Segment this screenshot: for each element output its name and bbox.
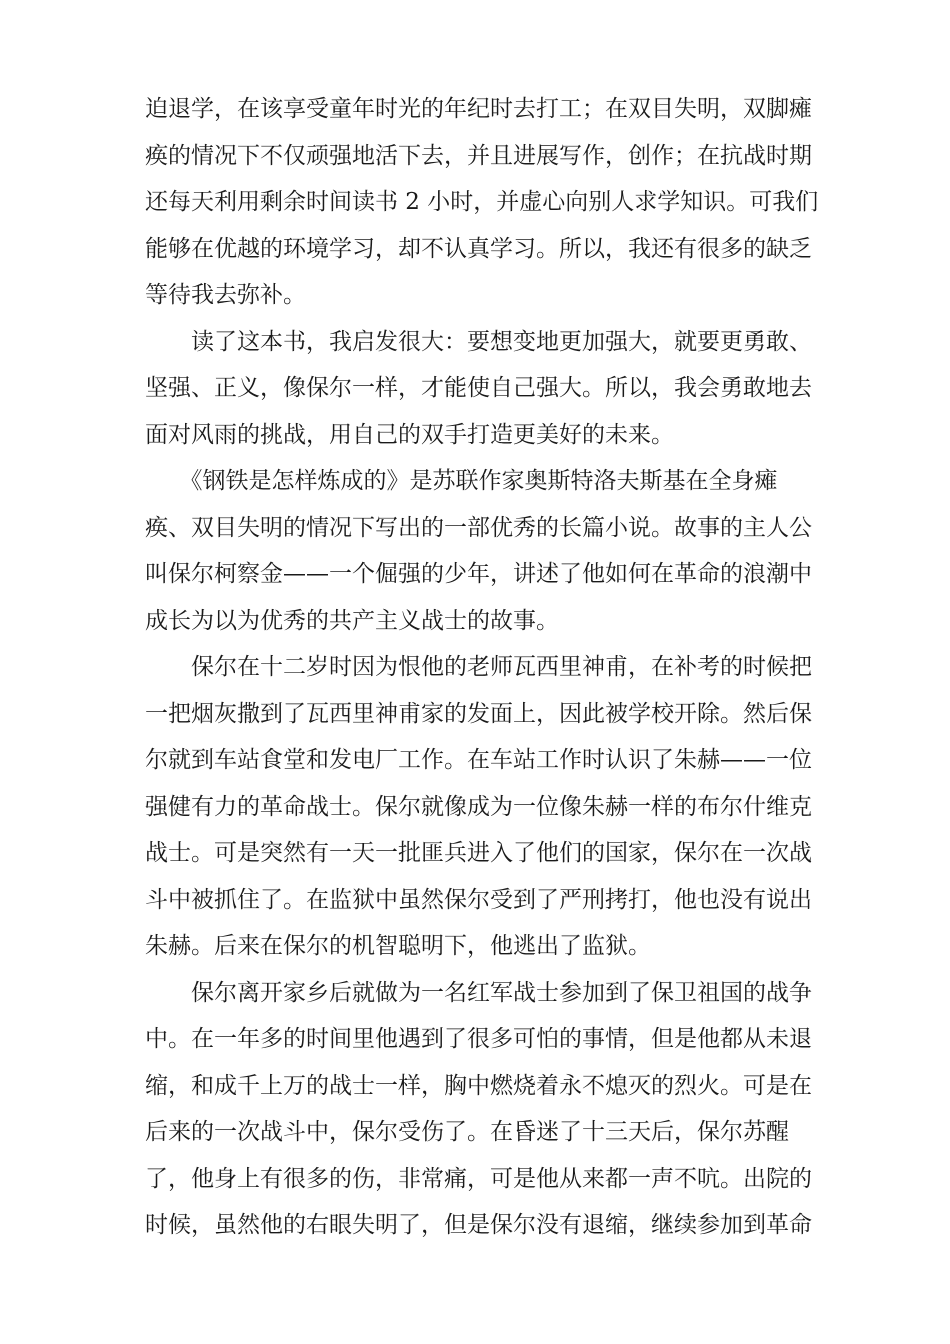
text-line: 时候，虽然他的右眼失明了，但是保尔没有退缩，继续参加到革命	[145, 1212, 812, 1238]
text-line: 读了这本书，我启发很大：要想变地更加强大，就要更勇敢、	[145, 328, 812, 355]
text-line: 《钢铁是怎样炼成的》是苏联作家奥斯特洛夫斯基在全身瘫	[145, 468, 778, 494]
text-line: 斗中被抓住了。在监狱中虽然保尔受到了严刑拷打，他也没有说出	[145, 886, 812, 913]
text-line: 能够在优越的环境学习，却不认真学习。所以，我还有很多的缺乏	[145, 235, 812, 262]
text-line: 痪、双目失明的情况下写出的一部优秀的长篇小说。故事的主人公	[145, 514, 812, 541]
text-line: 战士。可是突然有一天一批匪兵进入了他们的国家，保尔在一次战	[145, 840, 812, 866]
text-line: 叫保尔柯察金——一个倔强的少年，讲述了他如何在革命的浪潮中	[145, 561, 812, 587]
text-line: 等待我去弥补。	[145, 282, 306, 308]
document-body	[145, 86, 819, 1249]
text-line: 中。在一年多的时间里他遇到了很多可怕的事情，但是他都从未退	[145, 1026, 812, 1052]
text-line: 还每天利用剩余时间读书 2 小时，并虚心向别人求学知识。可我们	[145, 189, 819, 215]
text-line: 尔就到车站食堂和发电厂工作。在车站工作时认识了朱赫——一位	[145, 747, 812, 773]
text-line: 缩，和成千上万的战士一样，胸中燃烧着永不熄灭的烈火。可是在	[145, 1072, 812, 1099]
text-line: 后来的一次战斗中，保尔受伤了。在昏迷了十三天后，保尔苏醒	[145, 1119, 789, 1145]
text-line: 一把烟灰撒到了瓦西里神甫家的发面上，因此被学校开除。然后保	[145, 700, 812, 727]
text-line: 强健有力的革命战士。保尔就像成为一位像朱赫一样的布尔什维克	[145, 793, 812, 820]
text-line: 面对风雨的挑战，用自己的双手打造更美好的未来。	[145, 421, 674, 448]
text-line: 迫退学，在该享受童年时光的年纪时去打工；在双目失明，双脚瘫	[145, 96, 812, 122]
text-line: 保尔离开家乡后就做为一名红军战士参加到了保卫祖国的战争	[145, 979, 812, 1006]
text-line: 成长为以为优秀的共产主义战士的故事。	[145, 607, 559, 634]
text-line: 坚强、正义，像保尔一样，才能使自己强大。所以，我会勇敢地去	[145, 375, 812, 401]
text-line: 痪的情况下不仅顽强地活下去，并且进展写作，创作；在抗战时期	[145, 142, 812, 169]
text-line: 保尔在十二岁时因为恨他的老师瓦西里神甫，在补考的时候把	[145, 654, 812, 680]
text-line: 了，他身上有很多的伤，非常痛，可是他从来都一声不吭。出院的	[145, 1165, 812, 1192]
text-line: 朱赫。后来在保尔的机智聪明下，他逃出了监狱。	[145, 933, 651, 959]
